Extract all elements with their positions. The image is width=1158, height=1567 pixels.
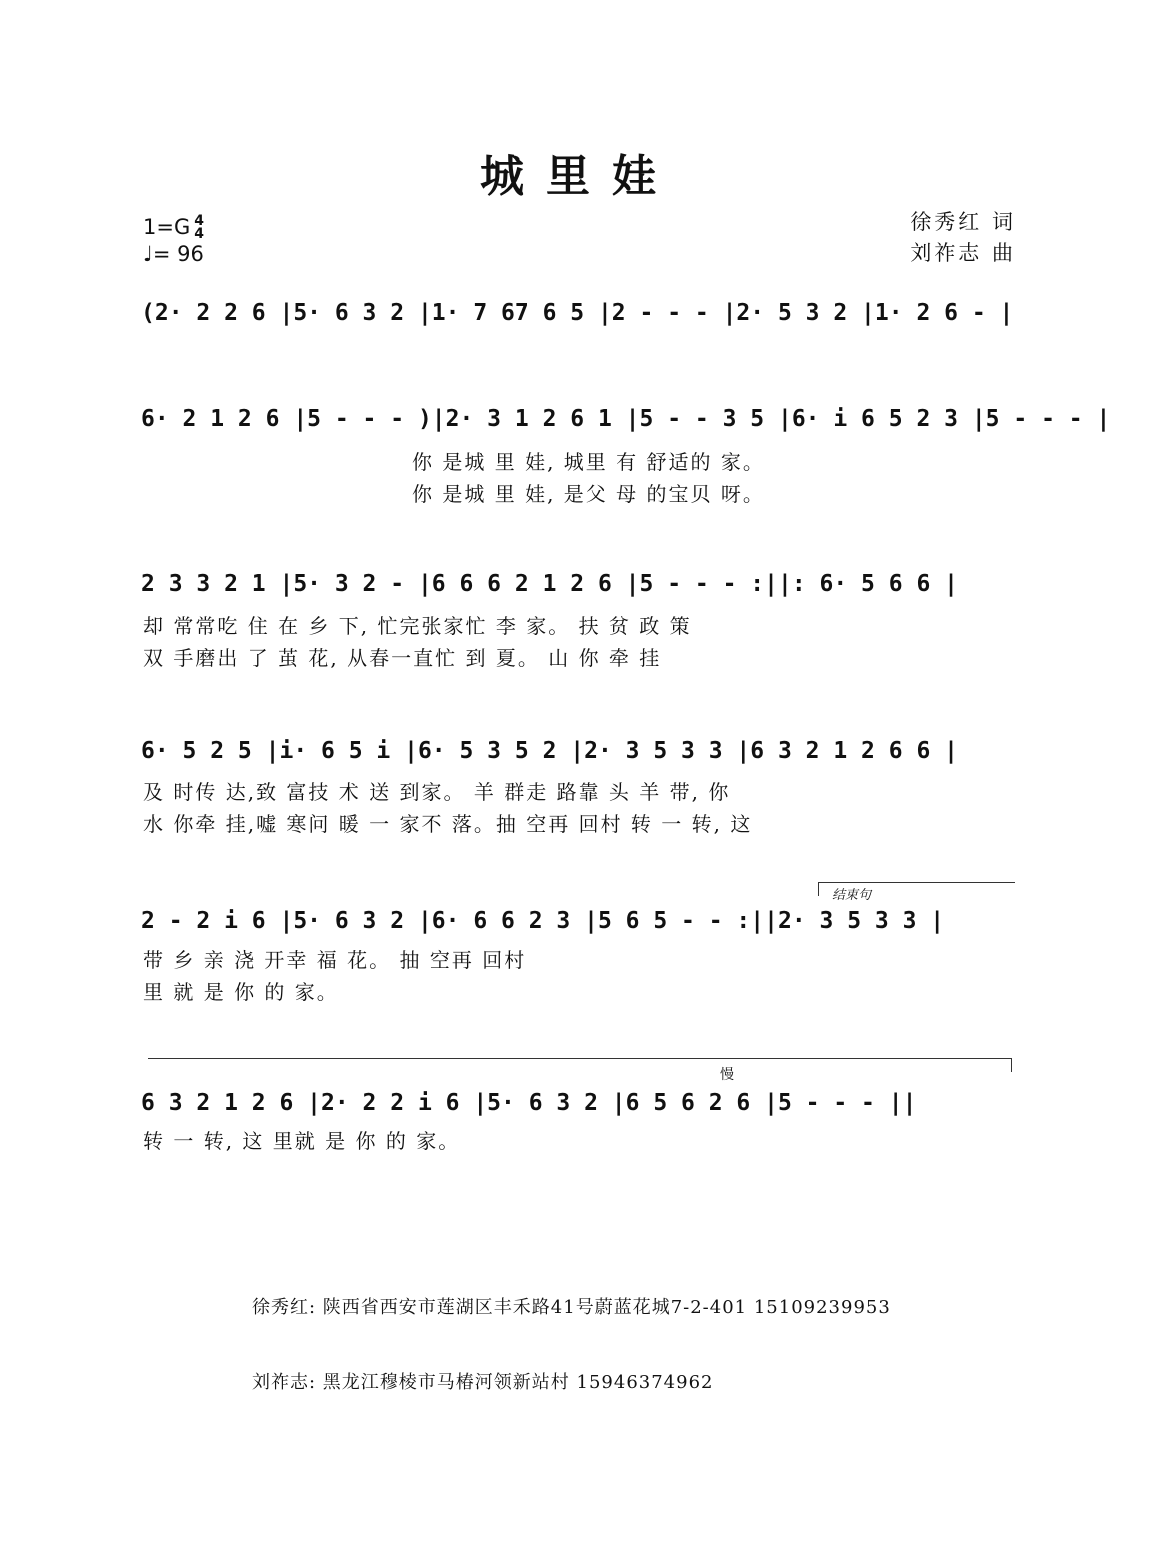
notation-line-6: 6 3 2 1 2 6 |2· 2 2 i 6 |5· 6 3 2 |6 5 6 2 6 |5 - - - || [141, 1090, 917, 1116]
time-signature [194, 215, 204, 241]
lyric-line-5b: 里 就 是 你 的 家。 [143, 980, 339, 1004]
lyric-line-4a: 及 时传 达,致 富技 术 送 到家。 羊 群走 路靠 头 羊 带, 你 [143, 780, 731, 804]
time-top: 4 [194, 213, 204, 229]
ending-label: 结束句 [832, 888, 872, 903]
contact-lyricist: 徐秀红: 陕西省西安市莲湖区丰禾路41号蔚蓝花城7-2-401 15109239953 [252, 1297, 891, 1318]
lyric-line-6a: 转 一 转, 这 里就 是 你 的 家。 [143, 1129, 461, 1153]
tempo-mark-slow: 慢 [720, 1067, 734, 1083]
ending-bracket [818, 882, 1015, 883]
lyric-line-2b: 你 是城 里 娃, 是父 母 的宝贝 呀。 [412, 482, 765, 506]
notation-line-2: 6· 2 1 2 6 |5 - - - )|2· 3 1 2 6 1 |5 - - 3 5 |6· i 6 5 2 3 |5 - - - | [141, 406, 1111, 432]
tempo: ♩= 96 [143, 242, 204, 266]
composer-credit: 刘祚志 曲 [910, 241, 1016, 265]
coda-bracket-tick [1011, 1058, 1012, 1072]
coda-bracket [148, 1058, 1012, 1059]
contact-composer: 刘祚志: 黑龙江穆棱市马椿河领新站村 15946374962 [252, 1372, 714, 1393]
lyric-line-2a: 你 是城 里 娃, 城里 有 舒适的 家。 [412, 450, 765, 474]
credits [910, 207, 1016, 269]
time-bottom: 4 [194, 226, 204, 242]
key-signature [143, 214, 204, 267]
ending-bracket-tick [818, 882, 819, 896]
notation-line-1: (2· 2 2 6 |5· 6 3 2 |1· 7 67 6 5 |2 - - - |2· 5 3 2 |1· 2 6 - | [141, 300, 1014, 326]
lyricist-credit: 徐秀红 词 [910, 210, 1016, 234]
lyric-line-3b: 双 手磨出 了 茧 花, 从春一直忙 到 夏。 山 你 牵 挂 [143, 646, 662, 670]
lyric-line-5a: 带 乡 亲 浇 开幸 福 花。 抽 空再 回村 [143, 948, 527, 972]
notation-line-3: 2 3 3 2 1 |5· 3 2 - |6 6 6 2 1 2 6 |5 - - - :||: 6· 5 6 6 | [141, 571, 958, 597]
contact-info [252, 1245, 891, 1420]
lyric-line-4b: 水 你牵 挂,嘘 寒问 暖 一 家不 落。抽 空再 回村 转 一 转, 这 [143, 812, 753, 836]
notation-line-4: 6· 5 2 5 |i· 6 5 i |6· 5 3 5 2 |2· 3 5 3 3 |6 3 2 1 2 6 6 | [141, 738, 958, 764]
song-title: 城里娃 [480, 151, 678, 202]
lyric-line-3a: 却 常常吃 住 在 乡 下, 忙完张家忙 李 家。 扶 贫 政 策 [143, 614, 692, 638]
key-label: 1=G [143, 215, 191, 239]
notation-line-5: 2 - 2 i 6 |5· 6 3 2 |6· 6 6 2 3 |5 6 5 - - :||2· 3 5 3 3 | [141, 908, 945, 934]
